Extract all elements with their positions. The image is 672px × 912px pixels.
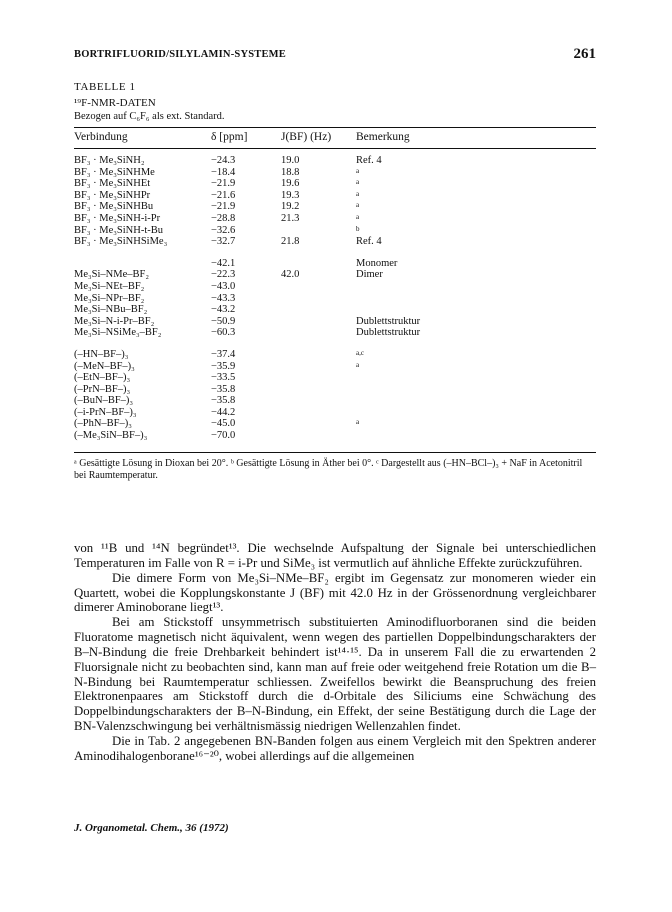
table-row — [74, 236, 596, 248]
compound-cell: BF₃ · Me₃SiNH₂ — [74, 155, 145, 166]
col-header-compound: Verbindung — [74, 131, 128, 143]
compound-cell: Me₃Si–NBu–BF₂ — [74, 304, 148, 316]
compound-cell: (–EtN–BF–)₃ — [74, 372, 131, 384]
shift-cell: −42.1 — [211, 257, 236, 269]
table-bottom-rule — [74, 452, 596, 453]
remark-cell: a — [356, 360, 360, 369]
coupling-cell: 19.2 — [281, 201, 300, 213]
shift-cell: −21.9 — [211, 201, 236, 213]
shift-cell: −43.0 — [211, 280, 236, 292]
compound-cell: Me₃Si–NMe–BF₂ — [74, 269, 149, 281]
table-row — [74, 190, 596, 202]
shift-cell: −37.4 — [211, 348, 236, 360]
table-row — [74, 293, 596, 305]
coupling-cell: 19.0 — [281, 155, 300, 166]
compound-cell: BF₃ · Me₃SiNH-t-Bu — [74, 224, 163, 236]
table-row — [74, 178, 596, 190]
shift-cell: −28.8 — [211, 212, 236, 224]
table-header-row — [74, 128, 596, 148]
table-row — [74, 418, 596, 430]
remark-cell: Ref. 4 — [356, 236, 382, 248]
remark-cell: a — [356, 189, 360, 198]
remark-cell: a — [356, 166, 360, 175]
remark-cell: a — [356, 201, 360, 210]
paragraph: Die in Tab. 2 angegebenen BN-Banden folgen aus einem Vergleich mit den Spektren anderer Aminodihalogenborane¹⁶⁻²⁰, wobei allerdings auf die allgemeinen — [74, 733, 596, 763]
coupling-cell: 42.0 — [281, 269, 300, 281]
shift-cell: −35.8 — [211, 383, 236, 395]
compound-cell: (–BuN–BF–)₃ — [74, 395, 134, 407]
compound-cell: Me₃Si–N-i-Pr–BF₂ — [74, 315, 155, 327]
table-row — [74, 430, 596, 442]
paragraph: Bei am Stickstoff unsymmetrisch substituierten Aminodifluorboranen sind die beiden Fluoratome magnetisch nicht äquivalent, wenn wegen des partiellen Doppelbindungscharakters der B–N-Bindung die freie Drehbarkeit behindert ist¹⁴·¹⁵. Da in unserem Fall die zu erwartenden 2 Fluorsignale nicht zu beobachten sind, kann man auf freie oder weitgehend freie Rotation um die B–N-Bindung bei Raumtemperatur schliessen. Zweifellos bewirkt die Beanspruchung des freien Elektronenpaares am Stickstoff durch die d-Orbitale des Siliciums eine Schwächung des Doppelbindungscharakters der B–N-Bindung, ein Effekt, der seine Bestätigung durch die Lage der BN-Valenzschwingung bei verhältnismässig niedrigen Wellenzahlen findet. — [74, 615, 596, 734]
shift-cell: −43.3 — [211, 292, 236, 304]
table-header-rule — [74, 148, 596, 149]
table-body — [74, 155, 596, 442]
coupling-cell: 19.6 — [281, 178, 300, 190]
shift-cell: −43.2 — [211, 304, 236, 316]
table-row — [74, 258, 596, 270]
table-footnote: ᵃ Gesättigte Lösung in Dioxan bei 20°. ᵇ Gesättigte Lösung in Äther bei 0°. ᶜ Dargestellt aus (–HN–BCl–)₃ + NaF in Acetonitril bei Raumtemperatur. — [74, 457, 583, 481]
table-row — [74, 327, 596, 339]
table-row — [74, 213, 596, 225]
compound-cell: (–HN–BF–)₃ — [74, 348, 129, 360]
table-row — [74, 155, 596, 167]
body-text — [74, 541, 596, 764]
table-row — [74, 349, 596, 361]
compound-cell: BF₃ · Me₃SiNHEt — [74, 178, 151, 190]
shift-cell: −22.3 — [211, 269, 236, 281]
table-row — [74, 372, 596, 384]
compound-cell: (–MeN–BF–)₃ — [74, 360, 135, 372]
remark-cell: Monomer — [356, 257, 398, 269]
table-subtitle: Bezogen auf C₆F₆ als ext. Standard. — [74, 111, 225, 122]
shift-cell: −35.9 — [211, 360, 236, 372]
remark-cell: Dublettstruktur — [356, 327, 421, 339]
shift-cell: −60.3 — [211, 327, 236, 339]
compound-cell: BF₃ · Me₃SiNHMe — [74, 166, 155, 178]
table-row — [74, 304, 596, 316]
table-row — [74, 201, 596, 213]
paragraph: von ¹¹B und ¹⁴N begründet¹³. Die wechselnde Aufspaltung der Signale bei unterschiedlichen Temperaturen im Falle von R = i-Pr und SiMe₃ ist vermutlich auf ähnliche Effekte zurückzuführen. — [74, 541, 596, 570]
paragraph: Die dimere Form von Me₃Si–NMe–BF₂ ergibt im Gegensatz zur monomeren wieder ein Quartett, wobei die Kopplungskonstante J (BF) mit 42.0 Hz in der Grössenordnung vergleichbarer dimerer Aminoborane liegt¹³. — [74, 570, 596, 615]
group-gap — [74, 248, 596, 258]
compound-cell: (–Me₃SiN–BF–)₃ — [74, 430, 148, 442]
coupling-cell: 19.3 — [281, 189, 300, 201]
shift-cell: −33.5 — [211, 372, 236, 384]
remark-cell: Dimer — [356, 269, 383, 281]
table-row — [74, 281, 596, 293]
table-row — [74, 407, 596, 419]
table-row — [74, 167, 596, 179]
nmr-table — [74, 80, 596, 482]
running-header — [74, 46, 596, 66]
shift-cell: −21.6 — [211, 189, 236, 201]
page-number: 261 — [573, 46, 596, 62]
compound-cell: (–i-PrN–BF–)₃ — [74, 406, 137, 418]
compound-cell: (–PrN–BF–)₃ — [74, 383, 131, 395]
remark-cell: Dublettstruktur — [356, 315, 421, 327]
shift-cell: −45.0 — [211, 418, 236, 430]
shift-cell: −32.6 — [211, 224, 236, 236]
shift-cell: −35.8 — [211, 395, 236, 407]
shift-cell: −44.2 — [211, 406, 236, 418]
table-row — [74, 269, 596, 281]
compound-cell: Me₃Si–NSiMe₃–BF₂ — [74, 327, 162, 339]
remark-cell: b — [356, 224, 360, 233]
col-header-remark: Bemerkung — [356, 131, 410, 143]
journal-citation: J. Organometal. Chem., 36 (1972) — [74, 822, 229, 834]
col-header-shift: δ [ppm] — [211, 131, 248, 143]
table-label: TABELLE 1 — [74, 81, 136, 93]
coupling-cell: 21.8 — [281, 236, 300, 248]
running-title: BORTRIFLUORID/SILYLAMIN-SYSTEME — [74, 49, 286, 60]
remark-cell: Ref. 4 — [356, 155, 382, 166]
table-row — [74, 361, 596, 373]
compound-cell: Me₃Si–NEt–BF₂ — [74, 280, 145, 292]
compound-cell: (–PhN–BF–)₃ — [74, 418, 132, 430]
table-row — [74, 316, 596, 328]
coupling-cell: 18.8 — [281, 166, 300, 178]
remark-cell: a — [356, 418, 360, 427]
table-title: ¹⁹F-NMR-DATEN — [74, 97, 156, 109]
table-row — [74, 225, 596, 237]
shift-cell: −18.4 — [211, 166, 236, 178]
shift-cell: −50.9 — [211, 315, 236, 327]
compound-cell: Me₃Si–NPr–BF₂ — [74, 292, 145, 304]
shift-cell: −32.7 — [211, 236, 236, 248]
shift-cell: −70.0 — [211, 430, 236, 442]
shift-cell: −24.3 — [211, 155, 236, 166]
remark-cell: a — [356, 212, 360, 221]
compound-cell: BF₃ · Me₃SiNHBu — [74, 201, 154, 213]
remark-cell: a — [356, 178, 360, 187]
compound-cell: BF₃ · Me₃SiNHPr — [74, 189, 151, 201]
col-header-coupling: J(BF) (Hz) — [281, 131, 332, 143]
table-row — [74, 384, 596, 396]
compound-cell: BF₃ · Me₃SiNH-i-Pr — [74, 212, 161, 224]
group-gap — [74, 339, 596, 349]
coupling-cell: 21.3 — [281, 212, 300, 224]
shift-cell: −21.9 — [211, 178, 236, 190]
compound-cell: BF₃ · Me₃SiNHSiMe₃ — [74, 236, 168, 248]
table-row — [74, 395, 596, 407]
remark-cell: a,c — [356, 348, 364, 357]
